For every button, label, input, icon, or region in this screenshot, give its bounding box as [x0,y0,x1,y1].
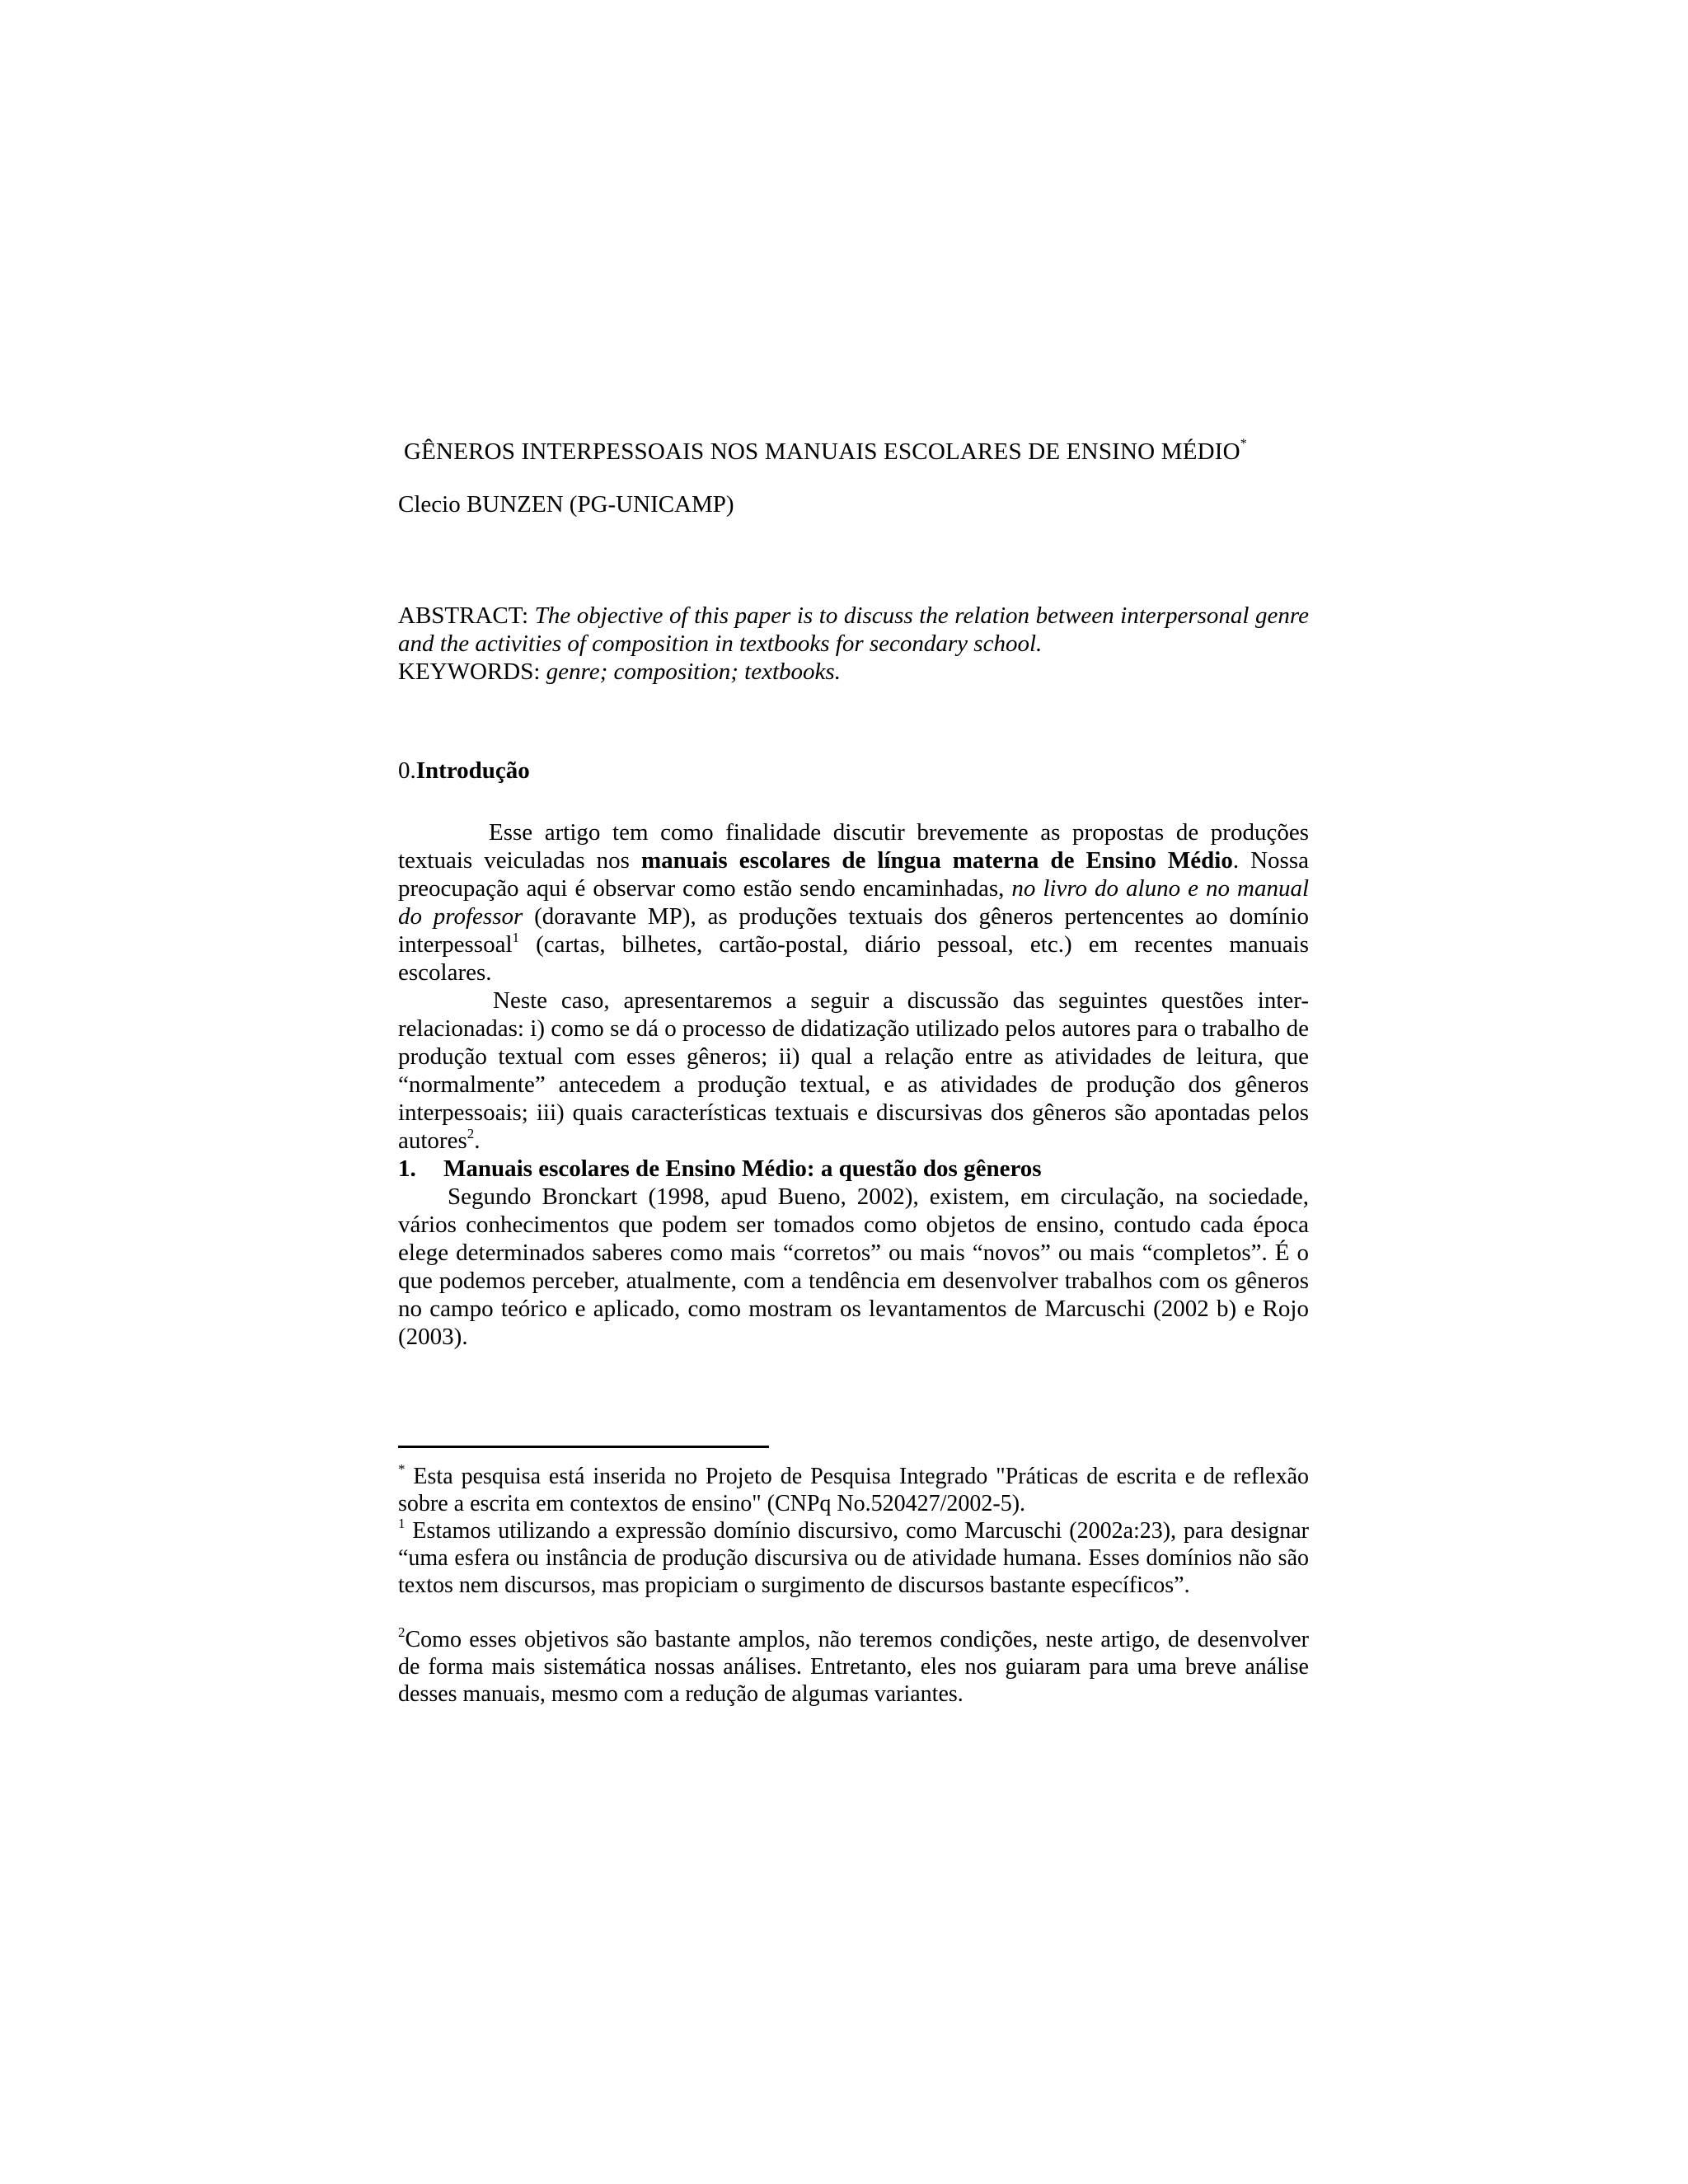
intro-p1-text-1: Esse artigo tem como finalidade discutir brevemente as propostas de produções textuais veiculadas nos [398,819,1309,874]
footnote-1-text: Estamos utilizando a expressão domínio discursivo, como Marcuschi (2002a:23), para designar “uma esfera ou instância de produção discursiva ou de atividade humana. Esses domínios não são textos nem discursos, mas propiciam o surgimento de discursos bastante específicos”. [398,1518,1309,1598]
intro-p1-text-4: (cartas, bilhetes, cartão-postal, diário pessoal, etc.) em recentes manuais escolares. [398,931,1309,986]
footnote-2-text: Como esses objetivos são bastante amplos, não teremos condições, neste artigo, de desenvolver de forma mais sistemática nossas análises. Entretanto, eles nos guiaram para uma breve análise desses manuais, mesmo com a redução de algumas variantes. [398,1627,1309,1707]
paper-title [404,430,1247,466]
footnote-1 [398,1517,1309,1599]
footnote-2-marker: 2 [398,1624,406,1640]
keywords-line [398,658,1309,686]
abstract-text: The objective of this paper is to discuss the relation between interpersonal genre and the activities of composition in textbooks for secondary school. [398,602,1309,657]
section-heading-1 [398,1155,1309,1183]
intro-p1-bold: manuais escolares de língua materna de Ensino Médio [640,847,1233,874]
intro-paragraph-1 [398,818,1309,987]
footnote-ref-2: 2 [467,1126,475,1141]
footnote-gap [398,1599,1309,1626]
abstract [398,602,1309,686]
footnote-star [398,1463,1309,1517]
footnote-1-marker: 1 [398,1516,406,1531]
intro-p2-text-2: . [474,1127,481,1154]
author-line: Clecio BUNZEN (PG-UNICAMP) [398,491,734,518]
keywords-text: genre; composition; textbooks. [546,658,841,685]
footnote-star-marker: * [398,1461,406,1477]
section-number: 0. [398,757,416,784]
footnote-star-text: Esta pesquisa está inserida no Projeto de Pesquisa Integrado "Práticas de escrita e de reflexão sobre a escrita em contextos de ensino" (CNPq No.520427/2002-5). [398,1464,1309,1516]
intro-p1-text-2: . Nossa preocupação aqui é observar como estão sendo encaminhadas, [398,847,1309,902]
intro-p1-text-3: (doravante MP), as produções textuais dos gêneros pertencentes ao domínio interpessoal [398,903,1310,958]
title-footnote-marker: * [1240,437,1247,451]
intro-p2-text-1: Neste caso, apresentaremos a seguir a discussão das seguintes questões inter-relacionadas: i) como se dá o processo de didatização utilizado pelos autores para o trabalho de produção textual com esses gêneros; ii) qual a relação entre as atividades de leitura, que “normalmente” antecedem a produção textual, e as atividades de produção dos gêneros interpessoais; iii) quais características textuais e discursivas dos gêneros são apontadas pelos autores [398,987,1309,1154]
keywords-label: KEYWORDS: [398,658,541,685]
abstract-label: ABSTRACT: [398,602,529,629]
section-heading-introduction [398,757,530,785]
paper-title-text: GÊNEROS INTERPESSOAIS NOS MANUAIS ESCOLARES DE ENSINO MÉDIO [404,438,1240,465]
section-1-title: Manuais escolares de Ensino Médio: a questão dos gêneros [443,1155,1042,1182]
section-title: Introdução [415,757,530,784]
introduction-body [398,818,1309,1351]
intro-paragraph-2 [398,987,1309,1155]
intro-p1-italic: no livro do aluno e no manual do professor [398,875,1309,930]
footnotes [398,1463,1309,1708]
footnote-2 [398,1626,1309,1708]
section-1-number: 1. [398,1155,416,1182]
footnote-separator [398,1446,769,1448]
footnote-ref-1: 1 [512,930,520,945]
section-1-paragraph-1: Segundo Bronckart (1998, apud Bueno, 2002), existem, em circulação, na sociedade, vários conhecimentos que podem ser tomados como objetos de ensino, contudo cada época elege determinados saberes como mais “corretos” ou mais “novos” ou mais “completos”. É o que podemos perceber, atualmente, com a tendência em desenvolver trabalhos com os gêneros no campo teórico e aplicado, como mostram os levantamentos de Marcuschi (2002 b) e Rojo (2003). [398,1183,1309,1350]
